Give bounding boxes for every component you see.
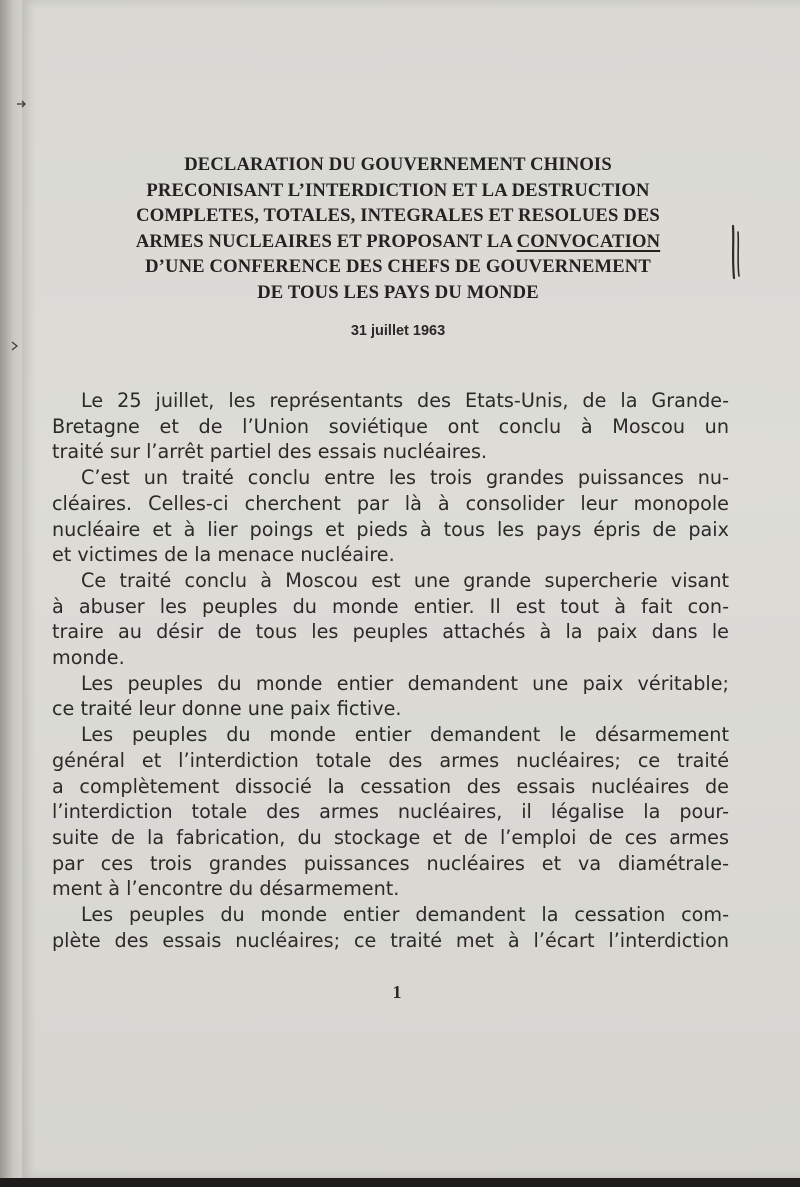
text-line: par ces trois grandes puissances nucléaires et va diamétrale- [52, 851, 729, 875]
paragraph [52, 388, 729, 465]
title-line: DE TOUS LES PAYS DU MONDE [257, 281, 539, 303]
text-line: monde. [52, 646, 125, 670]
text-line: Le 25 juillet, les représentants des Etats-Unis, de la Grande- [81, 389, 729, 412]
text-line: a complètement dissocié la cessation des essais nucléaires de [52, 774, 729, 798]
document-title [70, 152, 726, 306]
text-line: ment à l’encontre du désarmement. [52, 877, 400, 901]
paragraph [52, 568, 729, 671]
text-line: traité sur l’arrêt partiel des essais nucléaires. [52, 440, 488, 464]
text-line: plète des essais nucléaires; ce traité met à l’écart l’interdiction [52, 928, 729, 952]
title-line: D’UNE CONFERENCE DES CHEFS DE GOUVERNEMENT [145, 256, 651, 278]
title-line: COMPLETES, TOTALES, INTEGRALES ET RESOLUES DES [136, 205, 660, 227]
underlined-word: CONVOCATION [516, 230, 661, 252]
title-line [70, 229, 726, 255]
page-bottom-edge [0, 1178, 800, 1187]
text-line: ce traité leur donne une paix fictive. [52, 697, 402, 721]
text-line: cléaires. Celles-ci cherchent par là à consolider leur monopole [52, 491, 729, 515]
paragraph [52, 722, 729, 902]
margin-tick-mark [16, 98, 28, 110]
document-page [22, 0, 800, 1178]
text-line: Les peuples du monde entier demandent la cessation com- [81, 903, 729, 927]
text-line: général et l’interdiction totale des armes nucléaires; ce traité [52, 748, 729, 772]
paragraph [52, 902, 729, 953]
text-line: l’interdiction totale des armes nucléaires, il légalise la pour- [52, 800, 729, 824]
handwritten-margin-mark [729, 222, 743, 282]
text-line: et victimes de la menace nucléaire. [52, 543, 395, 567]
margin-tick-mark [10, 340, 22, 352]
book-gutter [0, 0, 22, 1187]
title-line: DECLARATION DU GOUVERNEMENT CHINOIS [184, 154, 612, 175]
paragraph [52, 671, 729, 722]
text-line: Les peuples du monde entier demandent le désarmement [81, 723, 729, 747]
text-line: suite de la fabrication, du stockage et de l’emploi de ces armes [52, 825, 729, 849]
document-date: 31 juillet 1963 [350, 323, 446, 339]
text-line: Les peuples du monde entier demandent une paix véritable; [81, 671, 729, 695]
document-body [52, 388, 729, 953]
text-line: C’est un traité conclu entre les trois grandes puissances nu- [81, 466, 729, 490]
text-line: à abuser les peuples du monde entier. Il est tout à fait con- [52, 594, 729, 618]
text-line: nucléaire et à lier poings et pieds à tous les pays épris de paix [52, 517, 729, 541]
page-number: 1 [392, 982, 402, 1002]
title-line-text: ARMES NUCLEAIRES ET PROPOSANT LA [135, 230, 517, 252]
title-line: PRECONISANT L’INTERDICTION ET LA DESTRUCTION [146, 179, 650, 201]
text-line: Ce traité conclu à Moscou est une grande supercherie visant [81, 568, 729, 592]
text-line: Bretagne et de l’Union soviétique ont conclu à Moscou un [52, 414, 729, 438]
paragraph [52, 465, 729, 568]
text-line: traire au désir de tous les peuples attachés à la paix dans le [52, 620, 729, 644]
